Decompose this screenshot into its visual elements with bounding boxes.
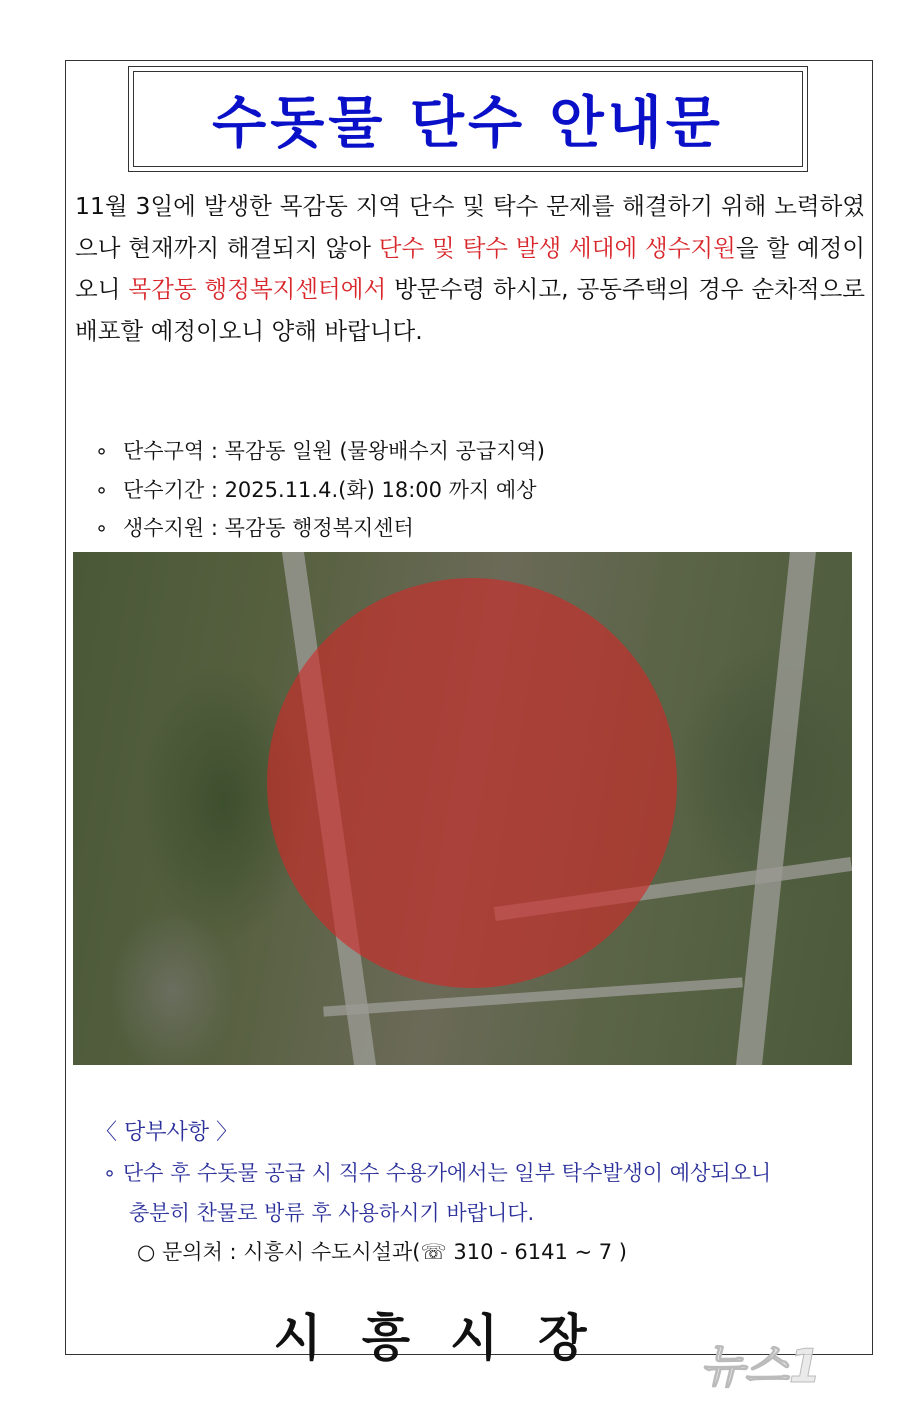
- notice-title: 수돗물 단수 안내문: [212, 91, 724, 156]
- detail-outage-area: [95, 432, 545, 471]
- body-text: 을 할 예정이오니: [75, 233, 865, 303]
- satellite-map: [73, 552, 852, 1065]
- body-text: 11월 3일에 발생한 목감동 지역 단수 및 탁수 문제를 해결하기 위해 노력하였으나 현재까지 해결되지 않아: [75, 192, 865, 262]
- details-list: [95, 432, 545, 548]
- notes-header: 〈 당부사항 〉: [95, 1120, 238, 1145]
- notes-line: 충분히 찬물로 방류 후 사용하시기 바랍니다.: [129, 1201, 535, 1225]
- contact-info: ○ 문의처 : 시흥시 수도시설과(☏ 310 - 6141 ~ 7 ): [137, 1240, 628, 1264]
- body-text: 방문수령 하시고, 공동주택의 경우 순차적으로 배포할 예정이오니 양해 바랍니다.: [75, 275, 866, 345]
- bullet-icon: ∘: [95, 516, 109, 540]
- news1-watermark: 뉴스1: [700, 1339, 821, 1393]
- notes-line: ∘ 단수 후 수돗물 공급 시 직수 수용가에서는 일부 탁수발생이 예상되오니: [103, 1161, 772, 1185]
- detail-water-support: [95, 509, 545, 548]
- body-highlight: 목감동 행정복지센터에서: [128, 275, 387, 303]
- outage-area-circle: [267, 578, 677, 988]
- detail-text: 단수구역 : 목감동 일원 (물왕배수지 공급지역): [123, 439, 545, 463]
- detail-text: 단수기간 : 2025.11.4.(화) 18:00 까지 예상: [123, 477, 537, 502]
- title-box: [128, 66, 808, 172]
- detail-text: 생수지원 : 목감동 행정복지센터: [123, 516, 414, 540]
- bullet-icon: ∘: [95, 439, 109, 463]
- body-highlight: 단수 및 탁수 발생 세대에 생수지원: [378, 233, 736, 262]
- detail-outage-period: [95, 471, 545, 510]
- notes-section: [95, 1113, 771, 1233]
- bullet-icon: ∘: [95, 477, 109, 502]
- signature: 시흥시장: [273, 1308, 627, 1367]
- notice-body: [75, 186, 865, 352]
